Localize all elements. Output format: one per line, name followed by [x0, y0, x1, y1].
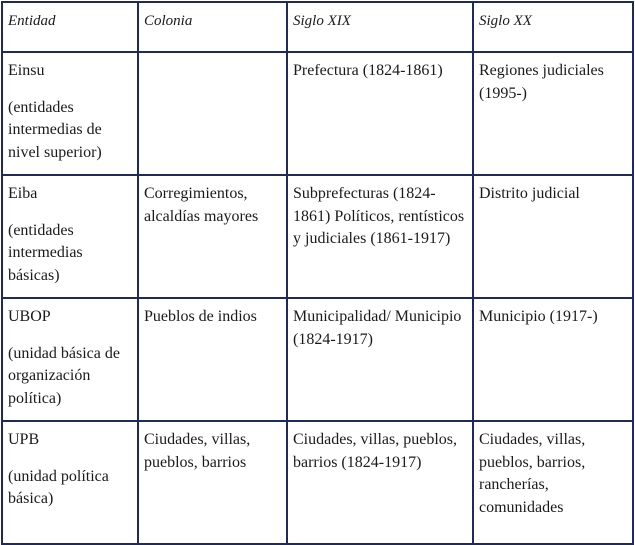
header-colonia: Colonia [138, 2, 287, 52]
entity-cell [2, 421, 138, 544]
colonia-cell: Pueblos de indios [138, 298, 287, 421]
entity-description: (entidades intermedias de nivel superior) [8, 98, 102, 161]
siglo-xix-cell: Subprefecturas (1824-1861) Políticos, rentísticos y judiciales (1861-1917) [287, 175, 473, 298]
siglo-xix-cell: Prefectura (1824-1861) [287, 52, 473, 175]
entity-cell [2, 298, 138, 421]
entity-name: UBOP [8, 308, 51, 325]
table-row [2, 421, 633, 544]
colonia-cell: Corregimientos, alcaldías mayores [138, 175, 287, 298]
colonia-cell [138, 52, 287, 175]
header-siglo-xix: Siglo XIX [287, 2, 473, 52]
entity-name: Eiba [8, 185, 38, 202]
table-row [2, 175, 633, 298]
entity-name: UPB [8, 431, 40, 448]
header-siglo-xx: Siglo XX [473, 2, 633, 52]
colonia-cell: Ciudades, villas, pueblos, barrios [138, 421, 287, 544]
header-entidad: Entidad [2, 2, 138, 52]
siglo-xx-cell: Regiones judiciales (1995-) [473, 52, 633, 175]
entity-cell [2, 175, 138, 298]
siglo-xx-cell: Municipio (1917-) [473, 298, 633, 421]
entity-description: (unidad básica de organización política) [8, 344, 120, 407]
siglo-xix-cell: Ciudades, villas, pueblos, barrios (1824-1917) [287, 421, 473, 544]
table-row [2, 52, 633, 175]
entity-description: (unidad política básica) [8, 467, 109, 507]
table-row [2, 298, 633, 421]
header-row [2, 2, 633, 52]
siglo-xx-cell: Distrito judicial [473, 175, 633, 298]
entity-cell [2, 52, 138, 175]
siglo-xix-cell: Municipalidad/ Municipio (1824-1917) [287, 298, 473, 421]
entity-table [1, 1, 634, 545]
entity-name: Einsu [8, 62, 45, 79]
entity-description: (entidades intermedias básicas) [8, 221, 83, 284]
siglo-xx-cell: Ciudades, villas, pueblos, barrios, rancherías, comunidades [473, 421, 633, 544]
